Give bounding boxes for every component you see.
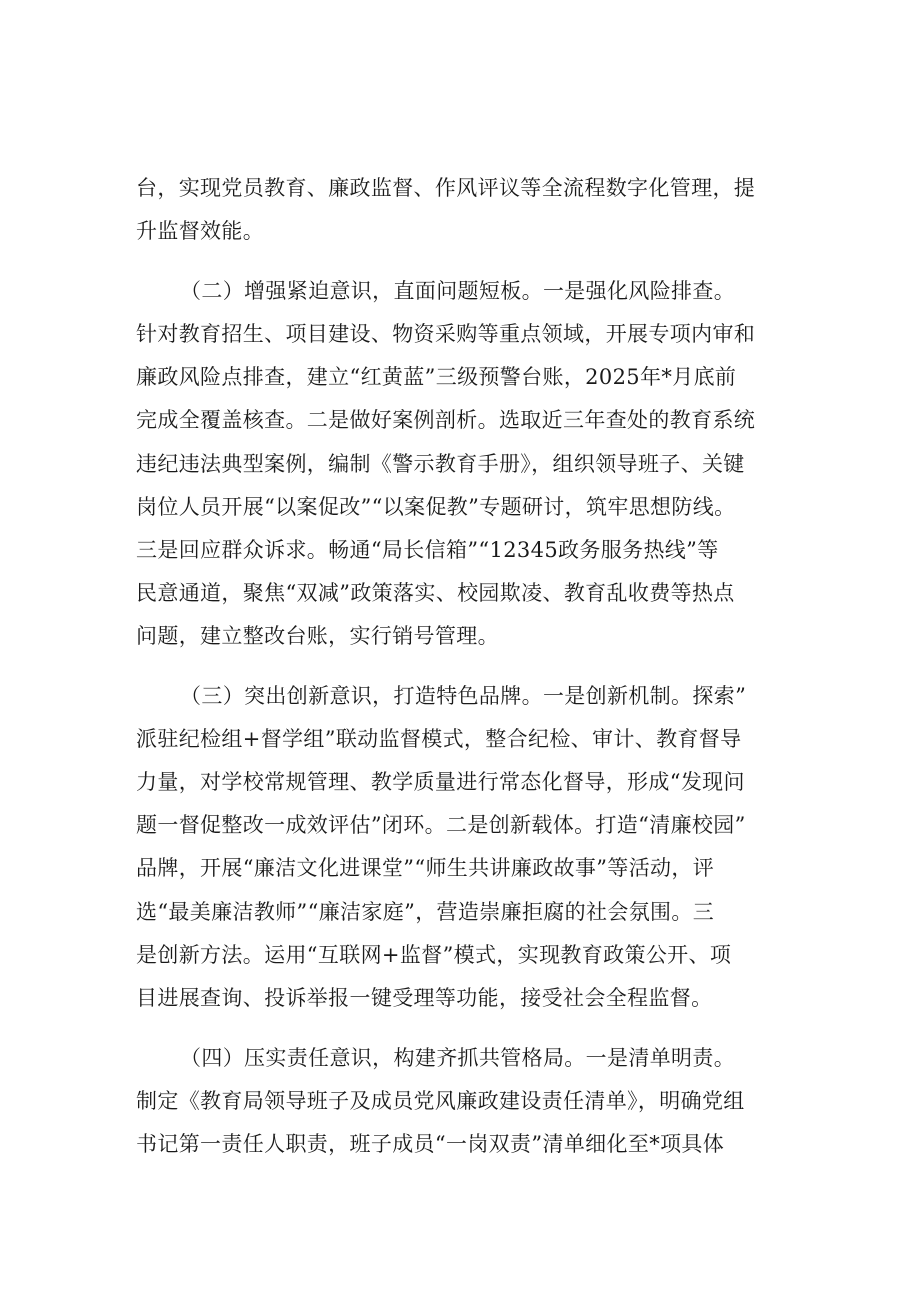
text-line: 民意通道，聚焦“双减”政策落实、校园欺凌、教育乱收费等热点	[136, 580, 735, 605]
text-line: 三是回应群众诉求。畅通“局长信箱”“12345政务服务热线”等	[136, 537, 719, 562]
text-line: 是创新方法。运用“互联网+监督”模式，实现教育政策公开、项	[136, 942, 732, 967]
text-line: 违纪违法典型案例，编制《警示教育手册》，组织领导班子、关键	[136, 451, 745, 476]
text-line: （二）增强紧迫意识，直面问题短板。一是强化风险排查。	[180, 279, 736, 304]
paragraph	[136, 270, 796, 658]
text-line: 岗位人员开展“以案促改”“以案促教”专题研讨，筑牢思想防线。	[136, 494, 736, 519]
document-body	[136, 167, 796, 1166]
text-line: 廉政风险点排查，建立“红黄蓝”三级预警台账，2025年*月底前	[136, 365, 737, 390]
paragraph	[136, 675, 796, 1020]
paragraph	[136, 167, 796, 253]
text-line: （四）压实责任意识，构建齐抓共管格局。一是清单明责。	[180, 1045, 736, 1070]
text-line: 题一督促整改一成效评估”闭环。二是创新载体。打造“清廉校园”	[136, 813, 746, 838]
text-line: 选“最美廉洁教师”“廉洁家庭”，营造崇廉拒腐的社会氛围。三	[136, 899, 715, 924]
text-line: 制定《教育局领导班子及成员党风廉政建设责任清单》，明确党组	[136, 1088, 745, 1113]
text-line: 书记第一责任人职责，班子成员“一岗双责”清单细化至*项具体	[136, 1131, 725, 1156]
text-line: 派驻纪检组+督学组”联动监督模式，整合纪检、审计、教育督导	[136, 727, 742, 752]
text-line: 品牌，开展“廉洁文化进课堂”“师生共讲廉政故事”等活动，评	[136, 856, 715, 881]
text-line: 针对教育招生、项目建设、物资采购等重点领域，开展专项内审和	[136, 322, 756, 347]
text-line: 完成全覆盖核查。二是做好案例剖析。选取近三年查处的教育系统	[136, 408, 756, 433]
text-line: 台，实现党员教育、廉政监督、作风评议等全流程数字化管理，提	[136, 176, 756, 200]
text-line: 力量，对学校常规管理、教学质量进行常态化督导，形成“发现问	[136, 770, 745, 795]
text-line: 升监督效能。	[136, 219, 265, 244]
text-line: 目进展查询、投诉举报一键受理等功能，接受社会全程监督。	[136, 985, 713, 1010]
text-line: （三）突出创新意识，打造特色品牌。一是创新机制。探索”	[180, 684, 747, 709]
text-line: 问题，建立整改台账，实行销号管理。	[136, 623, 499, 648]
paragraph	[136, 1037, 796, 1166]
